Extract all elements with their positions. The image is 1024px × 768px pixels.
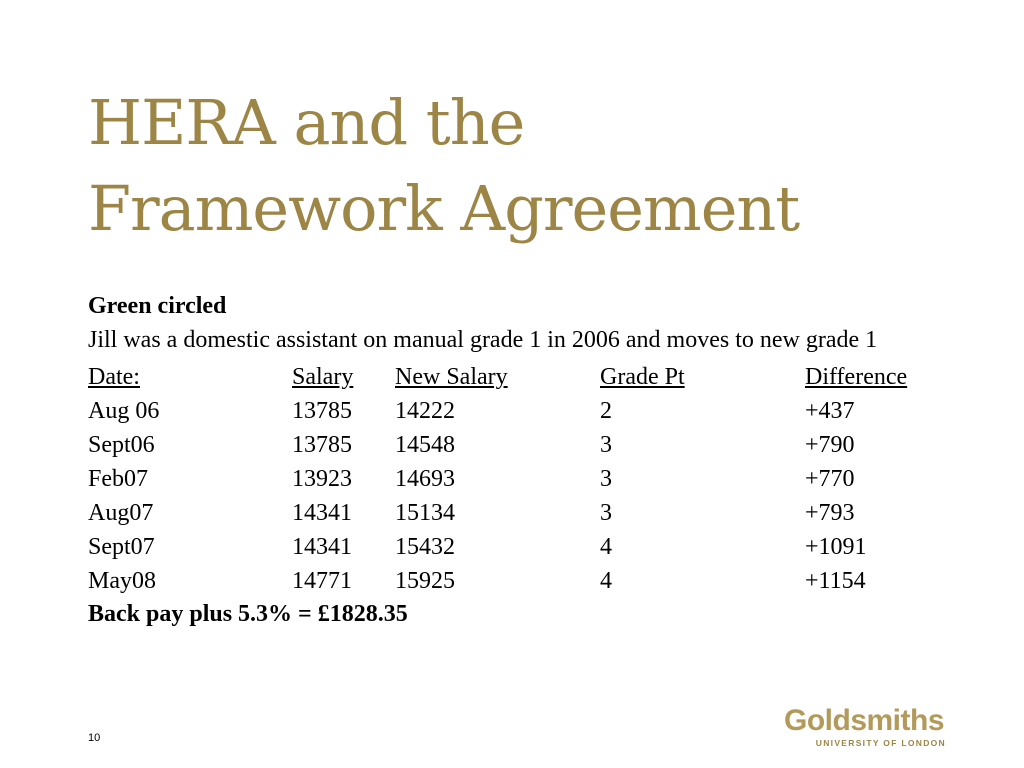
table-header-row	[88, 360, 925, 394]
goldsmiths-logo	[784, 704, 952, 748]
back-pay-summary: Back pay plus 5.3% = £1828.35	[88, 601, 408, 627]
cell-salary: 13785	[292, 398, 352, 424]
subheading: Green circled	[88, 293, 227, 319]
cell-new-salary: 14548	[395, 432, 455, 458]
slide-title-line-1: HERA and the	[88, 86, 525, 159]
cell-new-salary: 15432	[395, 534, 455, 560]
cell-difference: +1091	[805, 534, 867, 560]
cell-date: Sept07	[88, 534, 155, 560]
table-row	[88, 496, 925, 530]
cell-grade-pt: 3	[600, 432, 612, 458]
table-row	[88, 530, 925, 564]
cell-difference: +770	[805, 466, 855, 492]
column-header-date: Date:	[88, 364, 140, 390]
column-header-new-salary: New Salary	[395, 364, 508, 390]
page-number: 10	[88, 732, 101, 744]
cell-salary: 14341	[292, 534, 352, 560]
cell-difference: +437	[805, 398, 855, 424]
table-row	[88, 462, 925, 496]
column-header-grade-pt: Grade Pt	[600, 364, 685, 390]
cell-new-salary: 15925	[395, 568, 455, 594]
logo-subtitle: UNIVERSITY OF LONDON	[815, 738, 946, 748]
salary-table	[88, 360, 925, 598]
slide-title	[88, 80, 799, 252]
cell-salary: 13785	[292, 432, 352, 458]
logo-wordmark: Goldsmiths	[784, 704, 945, 737]
cell-salary: 13923	[292, 466, 352, 492]
cell-grade-pt: 3	[600, 500, 612, 526]
cell-salary: 14771	[292, 568, 352, 594]
table-row	[88, 564, 925, 598]
slide-body	[88, 292, 938, 630]
cell-date: Feb07	[88, 466, 148, 492]
cell-grade-pt: 4	[600, 534, 612, 560]
cell-new-salary: 15134	[395, 500, 455, 526]
cell-date: Aug07	[88, 500, 154, 526]
column-header-difference: Difference	[805, 364, 908, 390]
table-row	[88, 428, 925, 462]
cell-date: Aug 06	[88, 398, 160, 424]
description: Jill was a domestic assistant on manual grade 1 in 2006 and moves to new grade 1	[88, 327, 878, 353]
cell-salary: 14341	[292, 500, 352, 526]
cell-date: May08	[88, 568, 156, 594]
cell-grade-pt: 4	[600, 568, 612, 594]
cell-grade-pt: 2	[600, 398, 612, 424]
column-header-salary: Salary	[292, 364, 354, 390]
cell-new-salary: 14693	[395, 466, 455, 492]
table-row	[88, 394, 925, 428]
cell-new-salary: 14222	[395, 398, 455, 424]
cell-grade-pt: 3	[600, 466, 612, 492]
cell-difference: +790	[805, 432, 855, 458]
cell-difference: +1154	[805, 568, 866, 594]
cell-difference: +793	[805, 500, 855, 526]
cell-date: Sept06	[88, 432, 155, 458]
slide-title-line-2: Framework Agreement	[88, 172, 800, 245]
